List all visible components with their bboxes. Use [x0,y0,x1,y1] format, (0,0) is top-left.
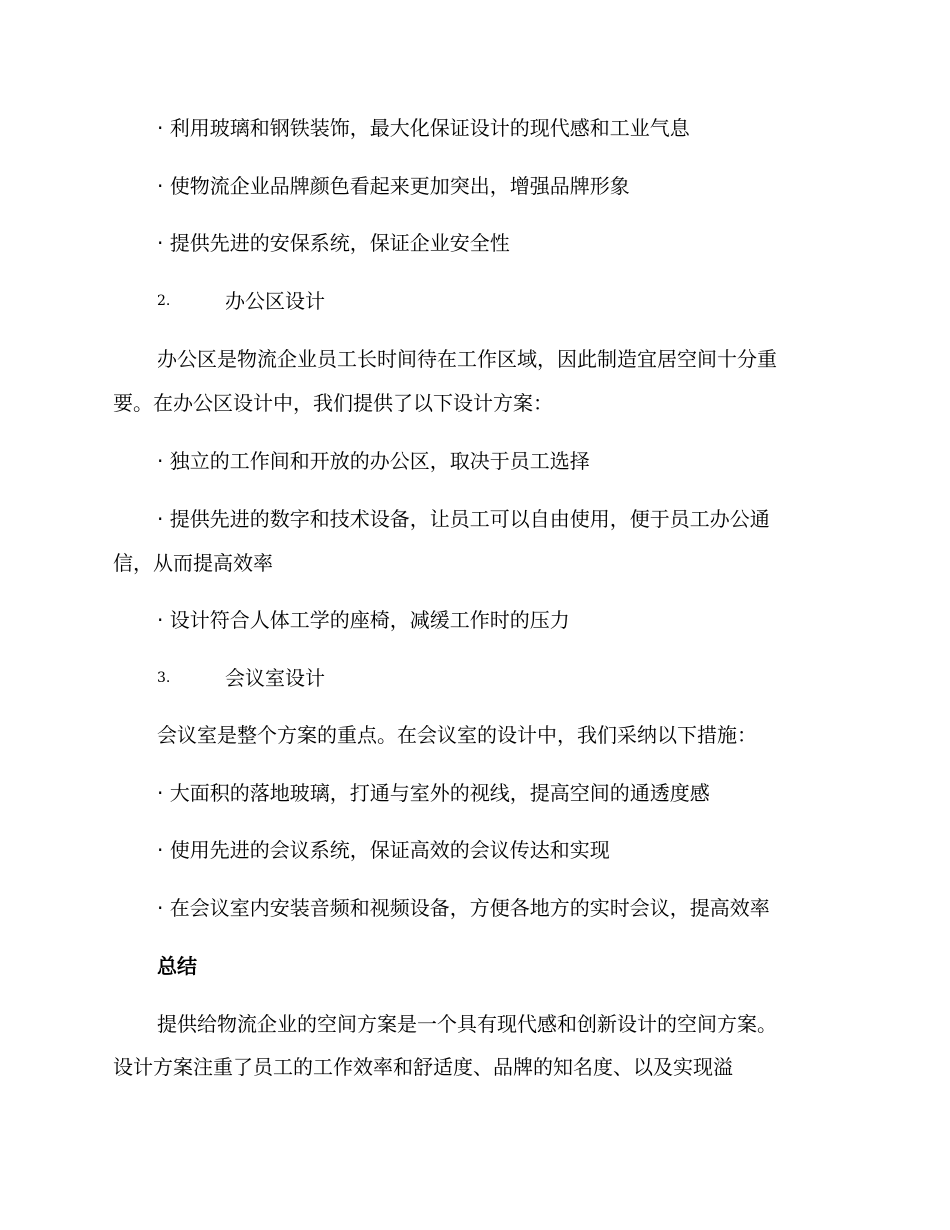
bullet-workspace: · 独立的工作间和开放的办公区，取决于员工选择 [157,449,590,473]
bullet-brand-color: · 使物流企业品牌颜色看起来更加突出，增强品牌形象 [157,174,630,198]
bullet-conference-system: · 使用先进的会议系统，保证高效的会议传达和实现 [157,838,610,862]
summary-heading: 总结 [157,954,197,978]
bullet-security-system: · 提供先进的安保系统，保证企业安全性 [157,231,510,255]
bullet-floor-glass: · 大面积的落地玻璃，打通与室外的视线，提高空间的通透度感 [157,781,710,805]
section-2-intro-line-1: 办公区是物流企业员工长时间待在工作区域，因此制造宜居空间十分重 [157,347,777,371]
section-2-number: 2. [157,293,171,309]
section-2-title: 办公区设计 [225,289,325,313]
section-3-number: 3. [157,670,171,686]
summary-line-1: 提供给物流企业的空间方案是一个具有现代感和创新设计的空间方案。 [157,1012,777,1036]
section-3-intro: 会议室是整个方案的重点。在会议室的设计中，我们采纳以下措施： [157,723,757,747]
bullet-av-equipment: · 在会议室内安装音频和视频设备，方便各地方的实时会议，提高效率 [157,896,770,920]
bullet-ergonomic-chair: · 设计符合人体工学的座椅，减缓工作时的压力 [157,608,570,632]
bullet-digital-equipment-line-2: 信，从而提高效率 [113,551,273,575]
section-3-title: 会议室设计 [225,666,325,690]
summary-line-2: 设计方案注重了员工的工作效率和舒适度、品牌的知名度、以及实现溢 [113,1055,733,1079]
section-2-intro-line-2: 要。在办公区设计中，我们提供了以下设计方案： [113,391,553,415]
bullet-glass-steel: · 利用玻璃和钢铁装饰，最大化保证设计的现代感和工业气息 [157,116,690,140]
bullet-digital-equipment-line-1: · 提供先进的数字和技术设备，让员工可以自由使用，便于员工办公通 [157,507,770,531]
